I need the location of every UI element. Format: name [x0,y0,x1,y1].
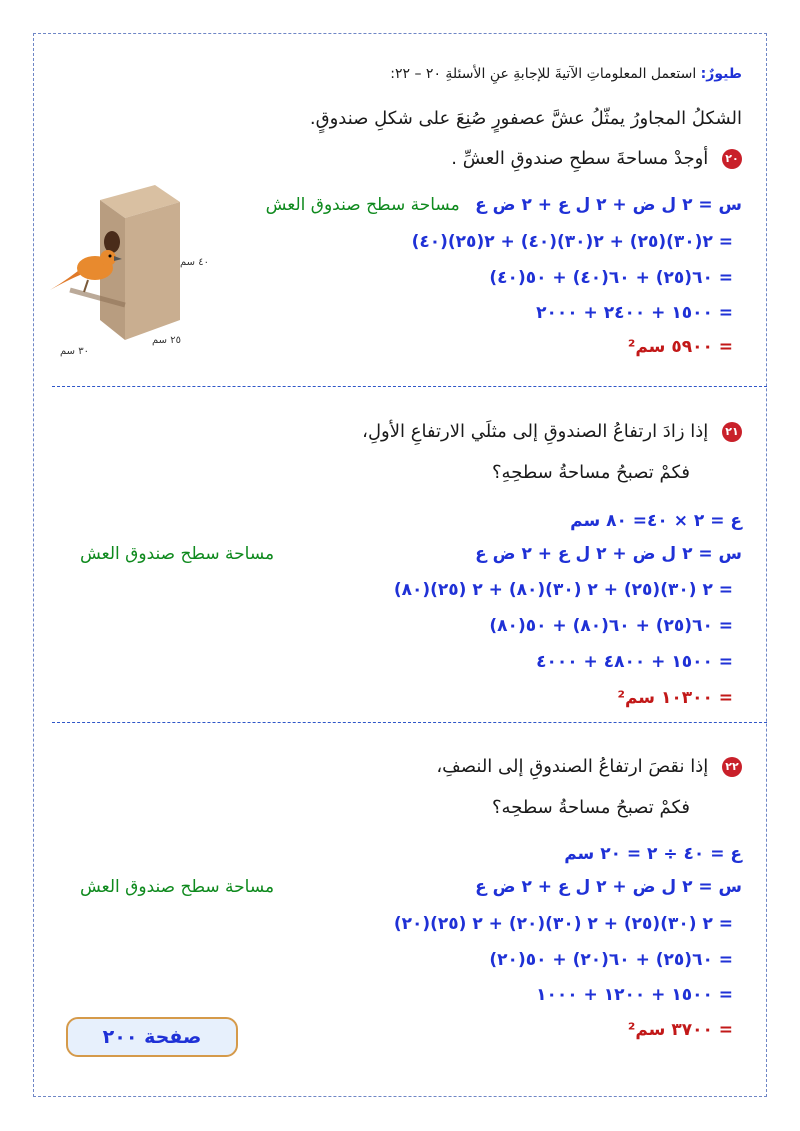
q22-formula: س = ٢ ل ض + ٢ ل ع + ٢ ض ع [475,877,742,897]
q21-question1: إذا زادَ ارتفاعُ الصندوقِ إلى مثلَي الارتفاعِ الأولِ، [362,421,709,442]
q20-formula-note: مساحة سطح صندوق العش [265,195,460,215]
q21-question-line2: فكمْ تصبحُ مساحةُ سطحِهِ؟ [492,462,690,483]
q22-question1: إذا نقصَ ارتفاعُ الصندوقِ إلى النصفِ، [436,756,709,777]
q22-step2: = ٦٠(٢٥) + ٦٠(٢٠) + ٥٠(٢٠) [489,950,733,970]
q21-result: = ١٠٣٠٠ سم² [617,688,733,708]
intro-instruction: استعمل المعلوماتِ الآتيةَ للإجابةِ عنِ الأسئلةِ ٢٠ – ٢٢: [390,66,697,82]
q22-step1: = ٢ (٣٠)(٢٥) + ٢ (٣٠)(٢٠) + ٢ (٢٥)(٢٠) [393,914,733,934]
q22-result: = ٣٧٠٠ سم² [627,1020,733,1040]
separator [52,722,767,723]
height-label: ٤٠ سم [180,257,209,268]
q20-step3: = ١٥٠٠ + ٢٤٠٠ + ٢٠٠٠ [536,303,733,323]
q21-step2: = ٦٠(٢٥) + ٦٠(٨٠) + ٥٠(٨٠) [489,616,733,636]
q20-question-line [451,148,742,169]
q20-result: = ٥٩٠٠ سم² [627,337,733,357]
q20-formula-line [266,195,742,215]
q20-step2: = ٦٠(٢٥) + ٦٠(٤٠) + ٥٠(٤٠) [489,268,733,288]
q20-step1: = ٢(٣٠)(٢٥) + ٢(٣٠)(٤٠) + ٢(٢٥)(٤٠) [411,232,733,252]
q22-question-line2: فكمْ تصبحُ مساحةُ سطحِه؟ [492,797,690,818]
q20-question: أوجدْ مساحةَ سطحِ صندوقِ العشِّ . [451,148,709,169]
q22-question-line1 [436,756,742,777]
length-label: ٣٠ سم [60,346,89,357]
q21-height-calc: ع = ٢ × ٤٠= ٨٠ سم [570,511,742,531]
page-number-badge: صفحة ٢٠٠ [66,1017,238,1057]
q21-formula: س = ٢ ل ض + ٢ ل ع + ٢ ض ع [475,544,742,564]
q21-step3: = ١٥٠٠ + ٤٨٠٠ + ٤٠٠٠ [536,652,733,672]
q21-question-line1 [362,421,742,442]
q22-number-badge: ٢٢ [722,757,742,777]
q22-formula-note: مساحة سطح صندوق العش [80,877,275,897]
birdhouse-figure [40,180,210,360]
intro-title: طيورٌ: [700,66,742,82]
q20-formula: س = ٢ ل ض + ٢ ل ع + ٢ ض ع [475,195,742,215]
separator [52,386,767,387]
q22-height-calc: ع = ٤٠ ÷ ٢ = ٢٠ سم [564,844,742,864]
q21-formula-note: مساحة سطح صندوق العش [80,544,275,564]
q20-number-badge: ٢٠ [722,149,742,169]
q21-step1: = ٢ (٣٠)(٢٥) + ٢ (٣٠)(٨٠) + ٢ (٢٥)(٨٠) [393,580,733,600]
q21-number-badge: ٢١ [722,422,742,442]
width-label: ٢٥ سم [152,335,181,346]
birdhouse-illustration [40,180,210,360]
intro-line [390,66,742,82]
q22-step3: = ١٥٠٠ + ١٢٠٠ + ١٠٠٠ [536,985,733,1005]
intro-description: الشكلُ المجاورُ يمثّلُ عشَّ عصفورٍ صُنِعَ على شكلِ صندوقٍ. [309,108,742,129]
